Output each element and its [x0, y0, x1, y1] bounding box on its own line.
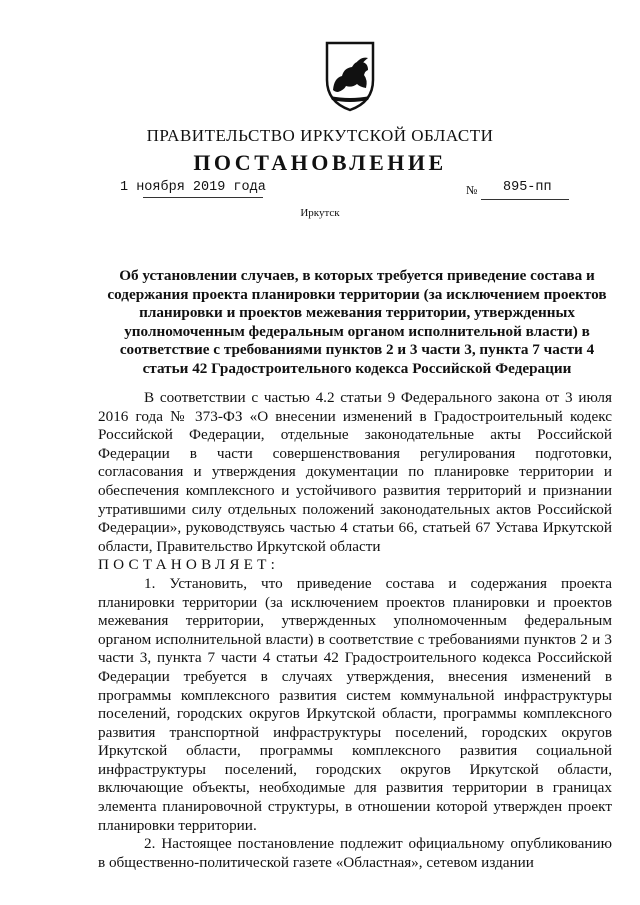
clause-1: 1. Установить, что приведение состава и содержания проекта планировки территории (за исключением проектов планировки и проектов межевания территории, утвержденных уполномоченным федеральным органом исполнительной власти) в соответствие с требованиями пунктов 2 и 3 части 3, пункта 7 части 4 статьи 42 Градостроительного кодекса Российской Федерации требуется в случаях утверждения, внесения изменений в программы комплексного развития систем коммунальной инфраструктуры поселений, городских округов Иркутской области, программы комплексного развития транспортной инфраструктуры поселений, городских округов Иркутской области, программы комплексного развития социальной инфраструктуры поселений, городских округов Иркутской области, включающие объекты, необходимые для развития территории в границах элемента планировочной структуры, в отношении которой утвержден проект планировки территории.: [98, 574, 612, 834]
number-underline: [481, 199, 569, 200]
clause-2: 2. Настоящее постановление подлежит официальному опубликованию в общественно-политической газете «Областная», сетевом издании: [98, 835, 612, 871]
resolves-heading: ПОСТАНОВЛЯЕТ:: [98, 556, 280, 574]
document-body: [98, 389, 612, 872]
number-sign: №: [466, 183, 478, 197]
document-type: ПОСТАНОВЛЕНИЕ: [193, 150, 447, 175]
irkutsk-coat-of-arms-icon: [324, 40, 376, 112]
document-title: Об установлении случаев, в которых требуется приведение состава и содержания проекта планировки территории (за исключением проектов планировки и проектов межевания территории, утвержденных уполномоченным федеральным органом исполнительной власти) в соответствие с требованиями пунктов 2 и 3 части 3, пункта 7 части 4 статьи 42 Градостроительного кодекса Российской Федерации: [107, 267, 607, 377]
city: Иркутск: [300, 207, 340, 219]
government-name: ПРАВИТЕЛЬСТВО ИРКУТСКОЙ ОБЛАСТИ: [146, 126, 494, 145]
date-underline: [143, 197, 263, 198]
preamble-paragraph: В соответствии с частью 4.2 статьи 9 Федерального закона от 3 июля 2016 года № 373-ФЗ «О внесении изменений в Градостроительный кодекс Российской Федерации, отдельные законодательные акты Российской Федерации в части совершенствования регулирования подготовки, согласования и утверждения документации по планировке территории и обеспечения комплексного и устойчивого развития территорий и признании утратившими силу отдельных положений законодательных актов Российской Федерации», руководствуясь частью 4 статьи 66, статьей 67 Устава Иркутской области, Правительство Иркутской области: [98, 389, 612, 555]
document-number: 895-пп: [503, 180, 552, 195]
document-date: 1 ноября 2019 года: [120, 180, 266, 195]
